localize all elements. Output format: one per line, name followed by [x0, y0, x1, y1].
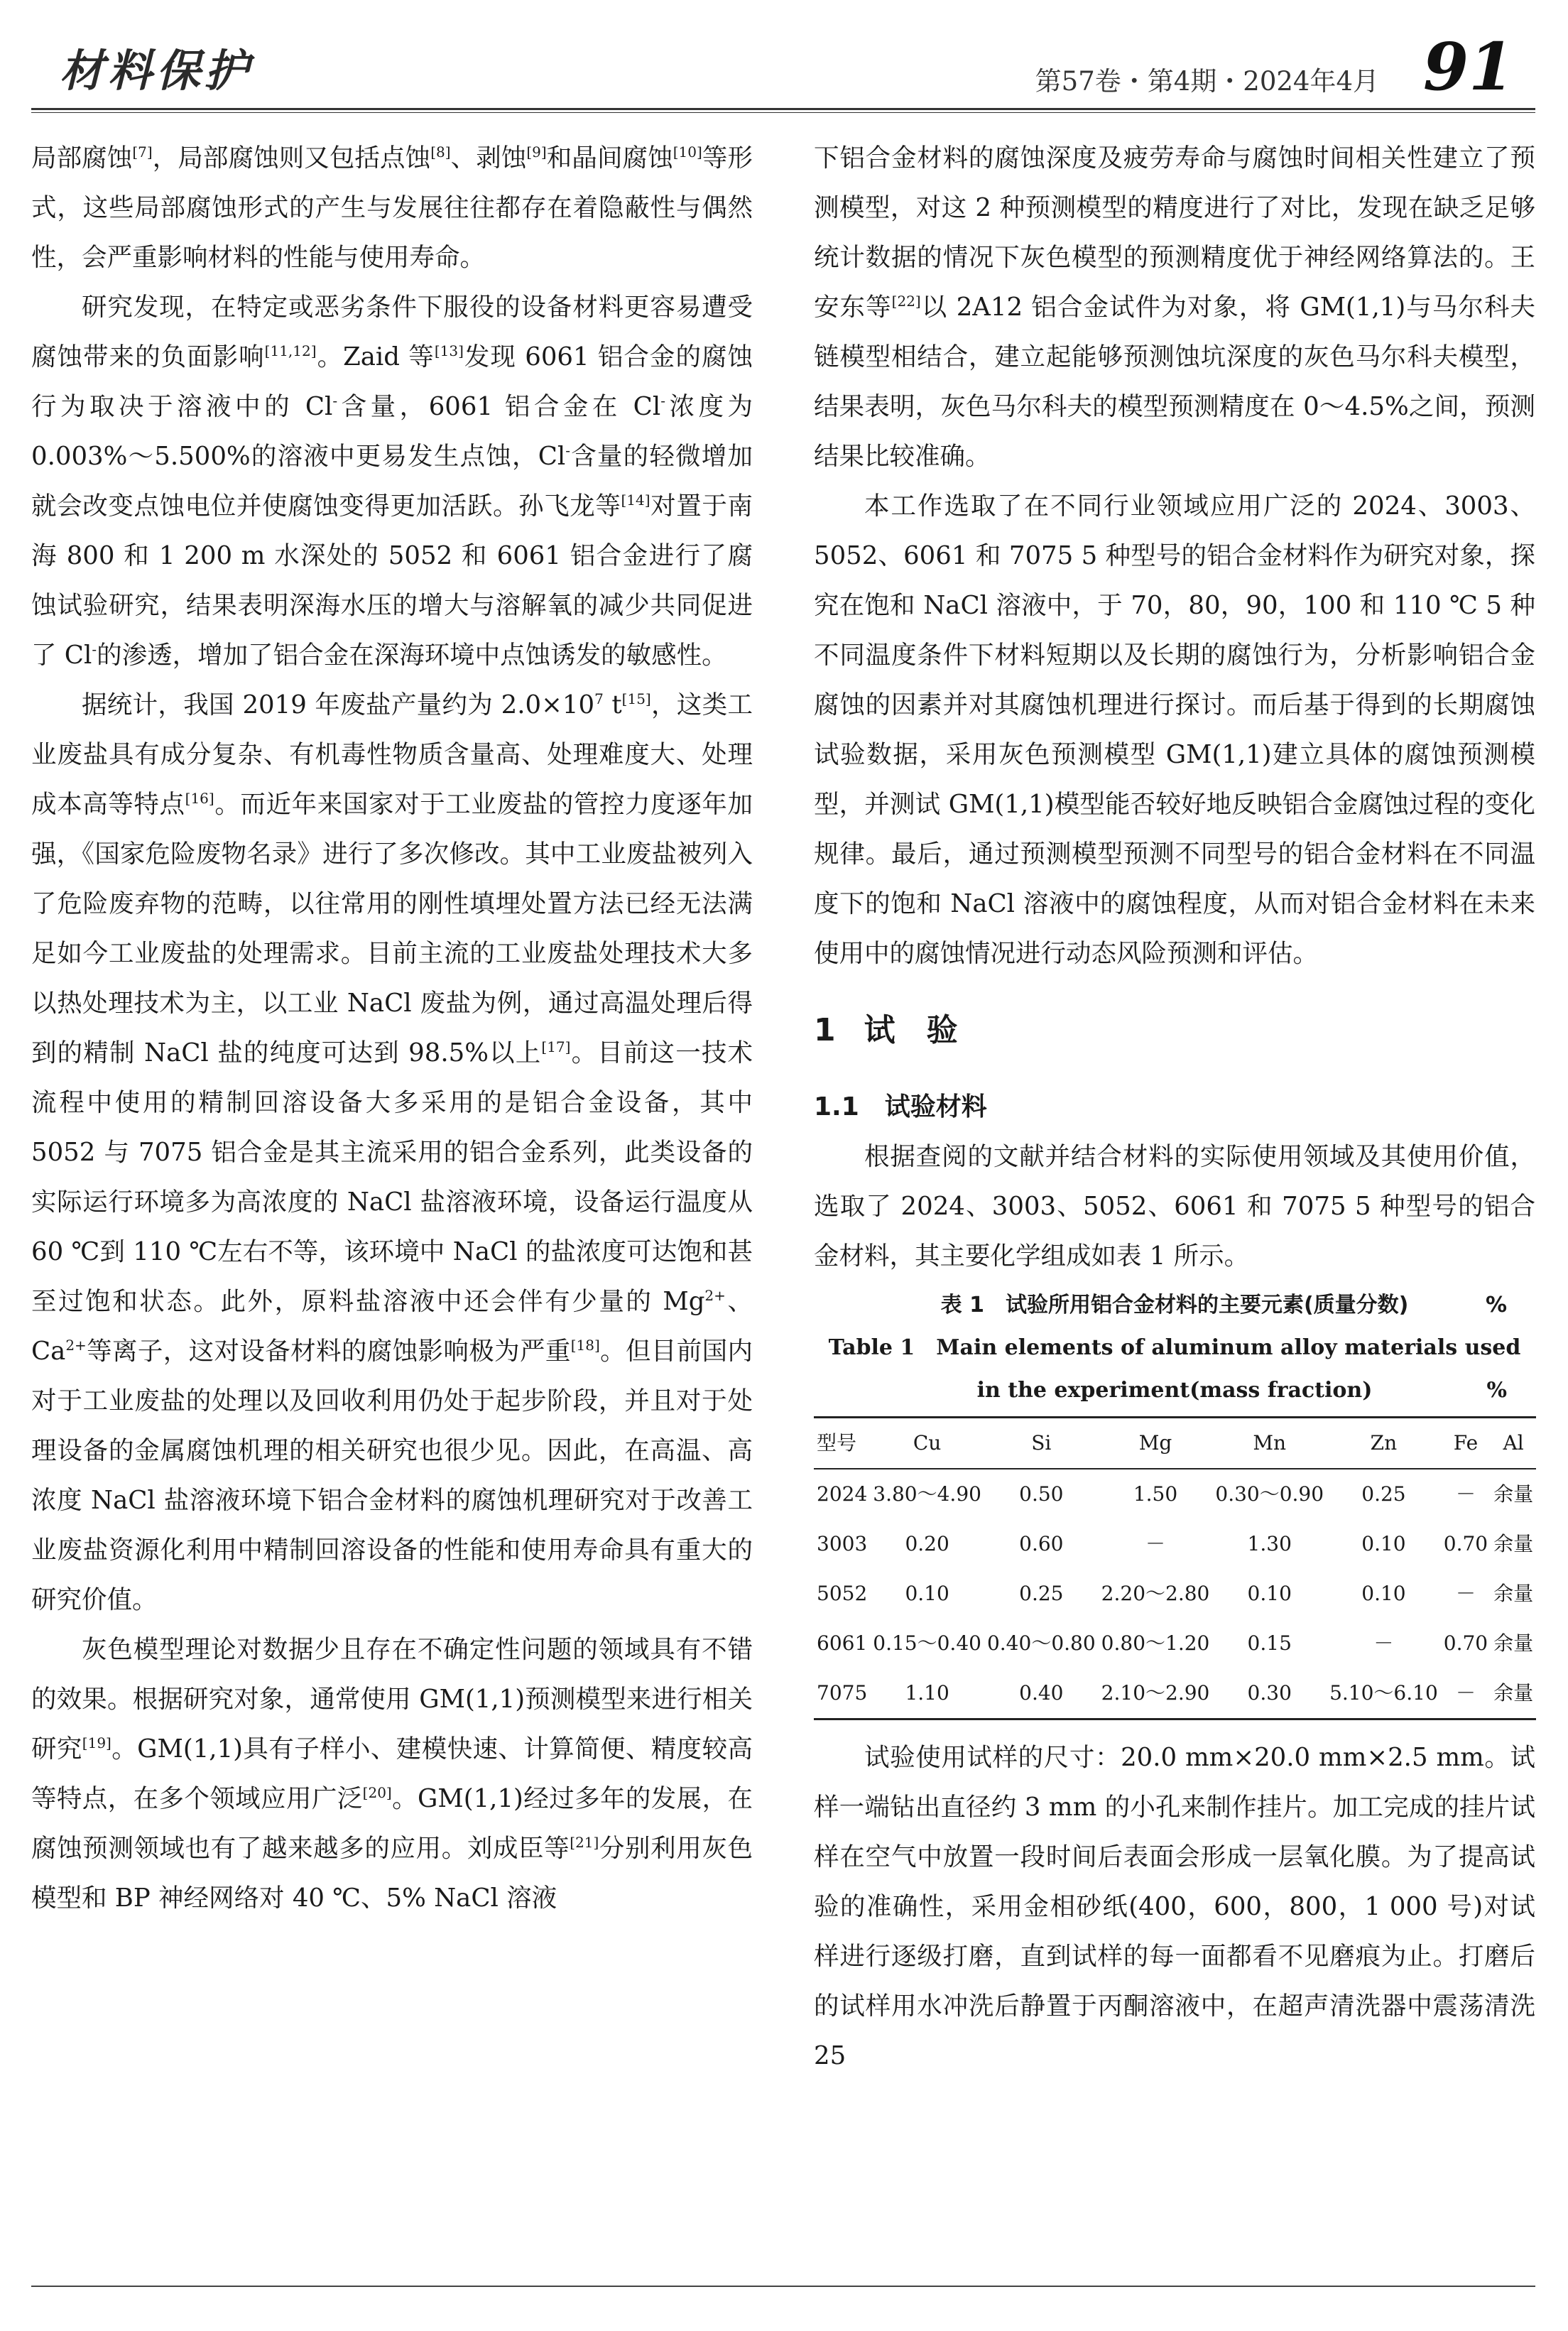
superscript: [15]: [621, 690, 651, 708]
superscript: 2+: [65, 1337, 87, 1354]
unit-label: %: [1485, 1293, 1507, 1317]
table-cell: 7075: [814, 1668, 870, 1719]
table-cell: 0.20: [905, 1532, 949, 1555]
left-column: [31, 134, 753, 1923]
column-header: Cu: [870, 1418, 984, 1469]
table-cell: 0.50: [1019, 1482, 1064, 1506]
table-cell: 余量: [1491, 1668, 1536, 1719]
superscript: [21]: [570, 1834, 599, 1852]
paragraph: 据统计，我国 2019 年废盐产量约为 $2.0\times 10^7$ t[15]，这类工业废盐具有成分复杂、有机毒性物质含量高、处理难度大、处理成本高等特点[16]。而近年来国家对于工业废盐的管控力度逐年加强，《国家危险废物名录》进行了多次修改。其中工业废盐被列入了危险废弃物的范畴，以往常用的刚性填埋处置方法已经无法满足如今工业废盐的处理需求。目前主流的工业废盐处理技术大多以热处理技术为主，以工业 NaCl 废盐为例，通过高温处理后得到的精制 NaCl 盐的纯度可达到 98.5%以上[17]。目前这一技术流程中使用的精制回溶设备大多采用的是铝合金设备，其中 5052 与 7075 铝合金是其主流采用的铝合金系列，此类设备的实际运行环境多为高浓度的 NaCl 盐溶液环境，设备运行温度从 60 ℃到 110 ℃左右不等，该环境中 NaCl 的盐浓度可达饱和甚至过饱和状态。此外，原料盐溶液中还会伴有少量的 $Mg^{2+}$、$Ca^{2+}$等离子，这对设备材料的腐蚀影响极为严重[18]。但目前国内对于工业废盐的处理以及回收利用仍处于起步阶段，并且对于处理设备的金属腐蚀机理的相关研究也很少见。因此，在高温、高浓度 NaCl 盐溶液环境下铝合金材料的腐蚀机理研究对于改善工业废盐资源化利用中精制回溶设备的性能和使用寿命具有重大的研究价值。: [31, 690, 753, 1614]
footer-rule: [31, 2286, 1535, 2287]
column-header: 型号: [814, 1418, 870, 1469]
unit-label: %: [1486, 1378, 1507, 1403]
superscript: [14]: [621, 491, 650, 509]
section-number: 1: [814, 1012, 836, 1048]
table-cell: 0.15～0.40: [873, 1631, 981, 1655]
table-cell: 2024: [817, 1482, 868, 1506]
caption-cn-text: 表 1 试验所用铝合金材料的主要元素(质量分数): [940, 1293, 1409, 1317]
table-cell: 0.25: [1019, 1582, 1064, 1605]
subsection-number: 1.1: [814, 1092, 859, 1121]
table-cell: 0.40: [984, 1668, 1099, 1719]
paragraph: 灰色模型理论对数据少且存在不确定性问题的领域具有不错的效果。根据研究对象，通常使用 GM(1,1)预测模型来进行相关研究[19]。GM(1,1)具有子样小、建模快速、计算简便、精度较高等特点，在多个领域应用广泛[20]。GM(1,1)经过多年的发展，在腐蚀预测领域也有了越来越多的应用。刘成臣等[21]分别利用灰色模型和 BP 神经网络对 40 ℃、5% NaCl 溶液: [31, 1635, 753, 1913]
superscript: [11,12]: [264, 342, 317, 360]
table-row: [814, 1619, 1536, 1668]
superscript: [13]: [434, 342, 464, 360]
paragraph: 研究发现，在特定或恶劣条件下服役的设备材料更容易遭受腐蚀带来的负面影响[11,12]。Zaid 等[13]发现 6061 铝合金的腐蚀行为取决于溶液中的 Cl-含量，6061 铝合金在 Cl-浓度为 0.003%～5.500%的溶液中更易发生点蚀，Cl-含量的轻微增加就会改变点蚀电位并使腐蚀变得更加活跃。孙飞龙等[14]对置于南海 800 和 1 200 m 水深处的 5052 和 6061 铝合金进行了腐蚀试验研究，结果表明深海水压的增大与溶解氧的减少共同促进了 Cl-的渗透，增加了铝合金在深海环境中点蚀诱发的敏感性。: [31, 293, 753, 670]
table-cell: 2.10～2.90: [1099, 1668, 1213, 1719]
superscript: [8]: [430, 143, 451, 161]
table-cell: 0.70: [1443, 1532, 1488, 1555]
table-row: [814, 1469, 1536, 1519]
table-1: [814, 1284, 1535, 1720]
superscript: -: [660, 392, 665, 410]
table-cell: 5.10～6.10: [1327, 1668, 1441, 1719]
table-cell: 0.10: [905, 1582, 949, 1605]
table-cell: －: [1455, 1482, 1476, 1506]
table-caption-en: [814, 1327, 1535, 1369]
superscript: [17]: [541, 1038, 571, 1056]
caption-en-line1: Table 1 Main elements of aluminum alloy materials used: [828, 1335, 1521, 1360]
subsection-title: 试验材料: [884, 1092, 987, 1121]
superscript: [16]: [185, 790, 214, 808]
header-rule: [31, 108, 1535, 110]
issue-info: 第57卷・第4期・2024年4月: [1035, 66, 1379, 97]
table-row: [814, 1519, 1536, 1569]
page-number: 91: [1422, 28, 1514, 105]
right-column: [814, 134, 1535, 2081]
table-header-row: [814, 1418, 1536, 1469]
table-cell: 3003: [817, 1532, 868, 1555]
table-cell: 0.30: [1212, 1668, 1327, 1719]
column-header: Mg: [1099, 1418, 1213, 1469]
table-cell: 0.40～0.80: [986, 1631, 1096, 1655]
paragraph: 局部腐蚀[7]，局部腐蚀则又包括点蚀[8]、剥蚀[9]和晶间腐蚀[10]等形式，这些局部腐蚀形式的产生与发展往往都存在着隐蔽性与偶然性，会严重影响材料的性能与使用寿命。: [31, 143, 753, 272]
table-cell: 1.10: [870, 1668, 984, 1719]
table-cell: 0.15: [1247, 1631, 1292, 1655]
table-cell: －: [1145, 1532, 1166, 1555]
superscript: -: [92, 641, 97, 658]
column-header: Zn: [1327, 1418, 1441, 1469]
superscript: [19]: [82, 1734, 111, 1752]
section-heading: [814, 1006, 1535, 1055]
table-row: [814, 1668, 1536, 1719]
table-cell: 2.20～2.80: [1101, 1582, 1210, 1605]
table-cell: 余量: [1493, 1482, 1534, 1506]
caption-en-line2: in the experiment(mass fraction): [976, 1378, 1373, 1403]
paragraph: 根据查阅的文献并结合材料的实际使用领域及其使用价值，选取了 2024、3003、5052、6061 和 7075 5 种型号的铝合金材料，其主要化学组成如表 1 所示。: [814, 1142, 1535, 1271]
table-caption-cn: [814, 1284, 1535, 1327]
table-cell: 余量: [1493, 1532, 1534, 1555]
superscript: -: [332, 392, 338, 410]
table-cell: 3.80～4.90: [873, 1482, 981, 1506]
table-row: [814, 1569, 1536, 1619]
section-title: 试 验: [864, 1012, 958, 1048]
table-cell: 余量: [1493, 1631, 1534, 1655]
superscript: [20]: [362, 1784, 392, 1802]
superscript: [22]: [891, 293, 921, 310]
table-cell: 1.50: [1133, 1482, 1178, 1506]
column-header: Mn: [1212, 1418, 1327, 1469]
table-cell: 余量: [1493, 1582, 1534, 1605]
table-body: [814, 1469, 1536, 1719]
journal-logo: 材料保护: [60, 45, 254, 97]
composition-table: [814, 1416, 1536, 1720]
table-cell: 0.60: [1019, 1532, 1064, 1555]
column-header: Fe: [1441, 1418, 1491, 1469]
table-cell: 0.30～0.90: [1215, 1482, 1324, 1506]
superscript: [9]: [526, 143, 547, 161]
table-cell: 0.10: [1361, 1532, 1406, 1555]
superscript: [18]: [570, 1337, 600, 1354]
table-cell: 0.25: [1361, 1482, 1406, 1506]
table-cell: 5052: [817, 1582, 868, 1605]
paragraph: 下铝合金材料的腐蚀深度及疲劳寿命与腐蚀时间相关性建立了预测模型，对这 2 种预测模型的精度进行了对比，发现在缺乏足够统计数据的情况下灰色模型的预测精度优于神经网络算法的。王安东等[22]以 2A12 铝合金试件为对象，将 GM(1,1)与马尔科夫链模型相结合，建立起能够预测蚀坑深度的灰色马尔科夫模型，结果表明，灰色马尔科夫的模型预测精度在 0～4.5%之间，预测结果比较准确。: [814, 143, 1535, 471]
table-cell: 6061: [817, 1631, 868, 1655]
table-cell: －: [1455, 1582, 1476, 1605]
table-cell: 1.30: [1247, 1532, 1292, 1555]
table-cell: 0.10: [1361, 1582, 1406, 1605]
table-cell: 0.10: [1247, 1582, 1292, 1605]
paragraph: 试验使用试样的尺寸：20.0 mm×20.0 mm×2.5 mm。试样一端钻出直径约 3 mm 的小孔来制作挂片。加工完成的挂片试样在空气中放置一段时间后表面会形成一层氧化膜。为了提高试验的准确性，采用金相砂纸(400，600，800，1 000 号)对试样进行逐级打磨，直到试样的每一面都看不见磨痕为止。打磨后的试样用水冲洗后静置于丙酮溶液中，在超声清洗器中震荡清洗 25: [814, 1743, 1535, 2070]
superscript: [7]: [132, 143, 153, 161]
column-header: Al: [1491, 1418, 1536, 1469]
superscript: 2+: [704, 1287, 726, 1305]
superscript: [10]: [673, 143, 702, 161]
superscript: 7: [594, 690, 604, 708]
table-cell: 0.80～1.20: [1101, 1631, 1210, 1655]
table-cell: －: [1441, 1668, 1491, 1719]
table-cell: 0.70: [1443, 1631, 1488, 1655]
table-caption-en-2: [814, 1369, 1535, 1412]
table-cell: －: [1373, 1631, 1394, 1655]
superscript: -: [565, 442, 570, 460]
page-header: [31, 28, 1535, 107]
column-header: Si: [984, 1418, 1099, 1469]
header-rule-thin: [31, 112, 1535, 113]
subsection-heading: [814, 1082, 1535, 1132]
paragraph: 本工作选取了在不同行业领域应用广泛的 2024、3003、5052、6061 和 7075 5 种型号的铝合金材料作为研究对象，探究在饱和 NaCl 溶液中，于 70，80，90，100 和 110 ℃ 5 种不同温度条件下材料短期以及长期的腐蚀行为，分析影响铝合金腐蚀的因素并对其腐蚀机理进行探讨。而后基于得到的长期腐蚀试验数据，采用灰色预测模型 GM(1,1)建立具体的腐蚀预测模型，并测试 GM(1,1)模型能否较好地反映铝合金腐蚀过程的变化规律。最后，通过预测模型预测不同型号的铝合金材料在不同温度下的饱和 NaCl 溶液中的腐蚀程度，从而对铝合金材料在未来使用中的腐蚀情况进行动态风险预测和评估。: [814, 491, 1535, 968]
